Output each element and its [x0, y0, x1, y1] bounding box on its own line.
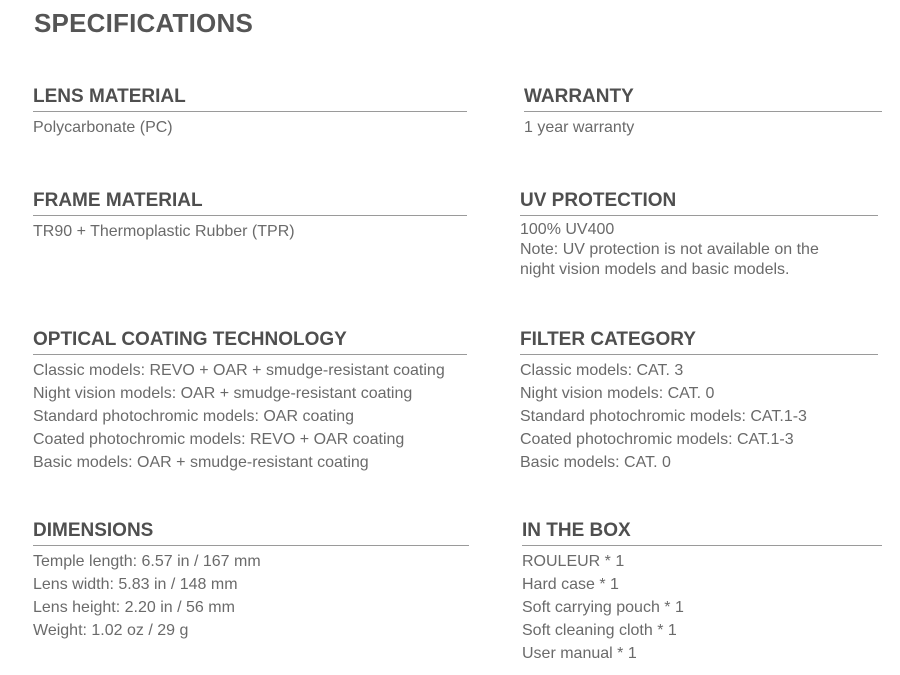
section-filter-category	[520, 329, 878, 474]
spec-line: Night vision models: CAT. 0	[520, 385, 715, 402]
spec-line: Night vision models: OAR + smudge-resistant coating	[33, 385, 413, 402]
section-frame-material	[33, 190, 467, 243]
section-heading: FRAME MATERIAL	[33, 190, 467, 216]
spec-line: Soft cleaning cloth * 1	[522, 622, 677, 639]
spec-line: Standard photochromic models: OAR coating	[33, 408, 355, 425]
spec-line: 1 year warranty	[524, 119, 635, 136]
section-heading: DIMENSIONS	[33, 520, 469, 546]
section-heading: FILTER CATEGORY	[520, 329, 878, 355]
spec-line: Polycarbonate (PC)	[33, 119, 173, 136]
spec-line: Standard photochromic models: CAT.1-3	[520, 408, 807, 425]
section-uv-protection	[520, 190, 878, 280]
spec-line: Coated photochromic models: REVO + OAR coating	[33, 431, 405, 448]
section-heading: IN THE BOX	[522, 520, 882, 546]
spec-line: Lens height: 2.20 in / 56 mm	[33, 599, 235, 616]
spec-line: User manual * 1	[522, 645, 637, 662]
spec-line: Weight: 1.02 oz / 29 g	[33, 622, 189, 639]
spec-line: ROULEUR * 1	[522, 553, 625, 570]
spec-line: Temple length: 6.57 in / 167 mm	[33, 553, 261, 570]
spec-line: night vision models and basic models.	[520, 261, 790, 278]
spec-line: Hard case * 1	[522, 576, 619, 593]
section-warranty	[524, 86, 882, 139]
section-dimensions	[33, 520, 469, 642]
spec-line: 100% UV400	[520, 221, 615, 238]
spec-line: TR90 + Thermoplastic Rubber (TPR)	[33, 223, 295, 240]
spec-line: Classic models: CAT. 3	[520, 362, 684, 379]
section-heading: UV PROTECTION	[520, 190, 878, 216]
spec-line: Soft carrying pouch * 1	[522, 599, 684, 616]
spec-line: Basic models: CAT. 0	[520, 454, 671, 471]
section-lens-material	[33, 86, 467, 139]
section-heading: OPTICAL COATING TECHNOLOGY	[33, 329, 467, 355]
spec-line: Coated photochromic models: CAT.1-3	[520, 431, 794, 448]
section-in-the-box	[522, 520, 882, 665]
spec-line: Classic models: REVO + OAR + smudge-resistant coating	[33, 362, 445, 379]
section-heading: WARRANTY	[524, 86, 882, 112]
spec-line: Lens width: 5.83 in / 148 mm	[33, 576, 238, 593]
spec-line: Basic models: OAR + smudge-resistant coating	[33, 454, 369, 471]
section-heading: LENS MATERIAL	[33, 86, 467, 112]
spec-line: Note: UV protection is not available on the	[520, 241, 819, 258]
page-title: SPECIFICATIONS	[34, 8, 254, 38]
section-optical-coating	[33, 329, 467, 474]
